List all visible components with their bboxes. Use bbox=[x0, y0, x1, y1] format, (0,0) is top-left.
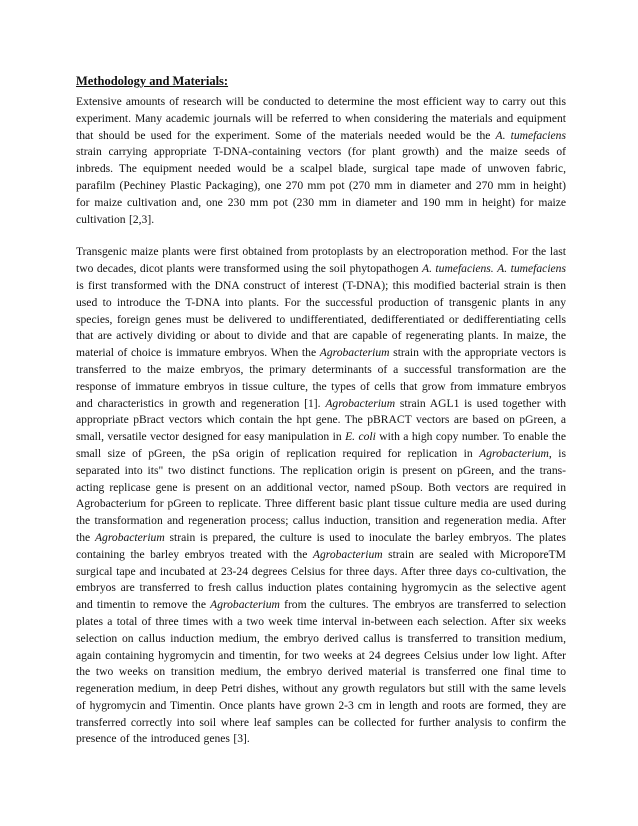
document-page bbox=[76, 73, 566, 748]
text-run: strain carrying appropriate T-DNA-containing vectors (for plant growth) and the maize seeds of inbreds. The equipment needed would be a scalpel blade, surgical tape made of unwoven fabric, parafilm (Pechiney Plastic Packaging), one 270 mm pot (270 mm in diameter and 270 mm in height) for maize cultivation and, one 230 mm pot (230 mm in diameter and 190 mm in height) for maize cultivation [2,3]. bbox=[76, 145, 566, 226]
italic-term: Agrobacterium bbox=[479, 446, 549, 460]
italic-term: E. coli bbox=[345, 430, 376, 444]
italic-term: Agrobacterium bbox=[312, 547, 383, 561]
text-run: strain is prepared, the culture is used to inoculate the barley embryos. The plates containing the barley embryos treated with the bbox=[76, 530, 567, 561]
text-run: Transgenic maize plants were first obtained from protoplasts by an electroporation method. For the last two decades, dicot plants were transformed using the soil phytopathogen bbox=[76, 245, 566, 276]
paragraph-1 bbox=[76, 94, 566, 228]
italic-term: Agrobacterium bbox=[210, 598, 280, 612]
text-run: from the cultures. The embryos are transferred to selection plates a total of three times with a two week time interval in-between each selection. After six weeks selection on callus induction medium, the embryo derived callus is transferred to transition medium, again containing hygromycin and timentin, for two weeks at 24 degrees Celsius under low light. After the two weeks on transition medium, the embryo derived material is transferred one final time to regeneration medium, in deep Petri dishes, without any growth regulators but still with the same levels of hygromycin and Timentin. Once plants have grown 2-3 cm in length and roots are formed, they are transferred correctly into soil where leaf samples can be collected for further analysis to confirm the presence of the introduced genes [3]. bbox=[76, 598, 566, 746]
text-run: strain with the appropriate vectors is transferred to the maize embryos, the primary determinants of a successful transformation are the response of immature embryos in tissue culture, the types of cells that grow from immature embryos and characteristics in growth and regeneration [1]. bbox=[76, 346, 566, 410]
section-heading: Methodology and Materials: bbox=[76, 74, 229, 88]
italic-term: A. tumefaciens bbox=[495, 128, 566, 142]
italic-term: A. tumefaciens. bbox=[421, 262, 494, 276]
text-run: is first transformed with the DNA construct of interest (T-DNA); this modified bacterial strain is then used to introduce the T-DNA into plants. For the successful production of transgenic plants in any species, foreign genes must be delivered to undifferentiated, dedifferentiated or dedifferentiating cells that are actively dividing or about to divide and that are capable of regenerating plants. In maize, the material of choice is immature embryos. When the bbox=[76, 278, 566, 360]
text-run: Extensive amounts of research will be conducted to determine the most efficient way to carry out this experiment. Many academic journals will be referred to when considering the materials and equipment that should be used for the experiment. Some of the materials needed would be the bbox=[76, 95, 566, 142]
italic-term: Agrobacterium bbox=[325, 396, 396, 410]
text-run: strain AGL1 is used together with appropriate pBract vectors which contain the hpt gene. The pBRACT vectors are based on pGreen, a small, versatile vector designed for easy manipulation in bbox=[76, 396, 566, 444]
text-run: with a high copy number. To enable the small size of pGreen, the pSa origin of replication required for replication in bbox=[76, 430, 566, 460]
paragraph-2 bbox=[76, 244, 566, 748]
italic-term: Agrobacterium bbox=[319, 346, 390, 360]
italic-term: Agrobacterium bbox=[94, 530, 165, 544]
text-run: strain are sealed with MicroporeTM surgical tape and incubated at 23-24 degrees Celsius for three days. After three days co-cultivation, the embryos are transferred to fresh callus induction plates containing hygromycin as the selective agent and timentin to remove the bbox=[76, 547, 566, 612]
italic-term: A. tumefaciens bbox=[497, 262, 566, 276]
text-run: , is separated into its" two distinct functions. The replication origin is present on pGreen, and the trans-acting replicase gene is present on an additional vector, named pSoup. Both vectors are required in Agrobacterium for pGreen to replicate. Three different basic plant tissue culture media are used during the transformation and regeneration process; callus induction, transition and regeneration media. After the bbox=[76, 446, 567, 544]
